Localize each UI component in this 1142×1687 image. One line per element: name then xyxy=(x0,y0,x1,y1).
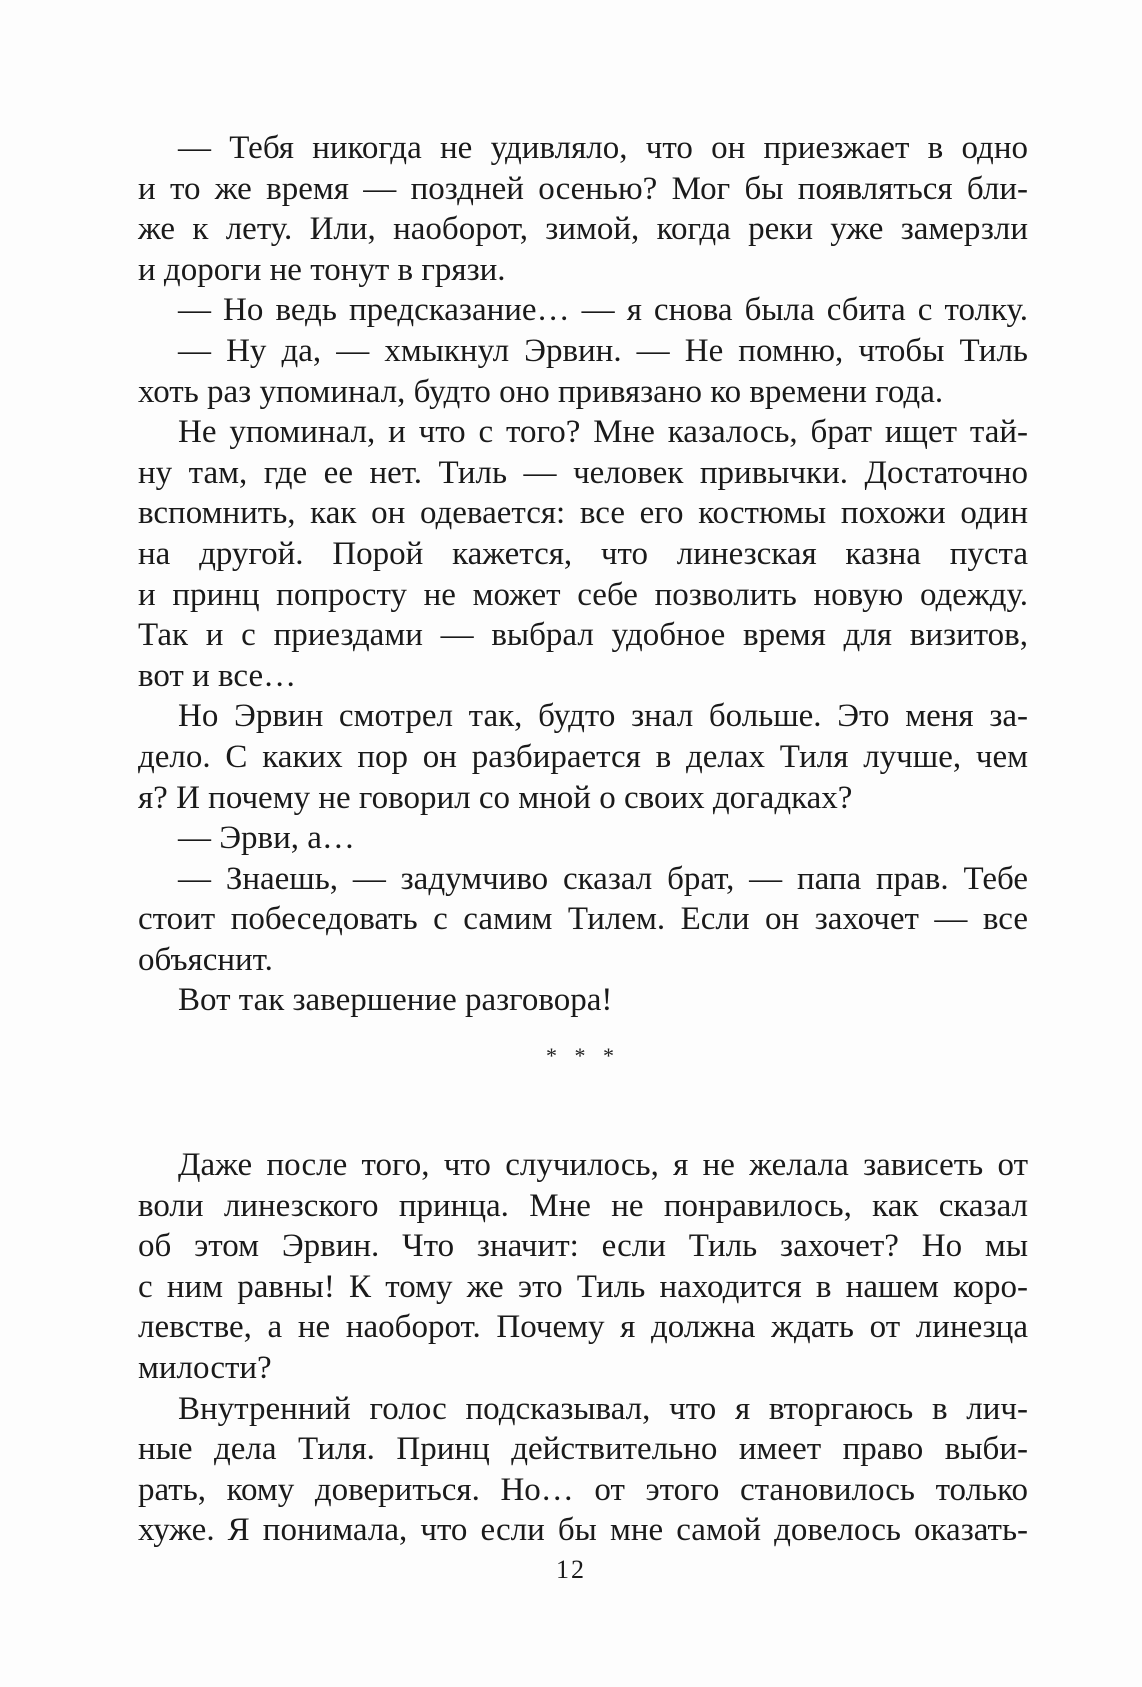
text-line: хуже. Я понимала, что если бы мне самой довелось оказать- xyxy=(138,1512,1028,1549)
text-line: стоит побеседовать с самим Тилем. Если он захочет — все xyxy=(138,901,1028,938)
section-separator: * * * xyxy=(546,1043,620,1069)
text-line: вот и все… xyxy=(138,657,297,694)
page-body-text xyxy=(138,128,1028,1551)
text-line: — Ну да, — хмыкнул Эрвин. — Не помню, чтобы Тиль xyxy=(178,332,1028,369)
text-line: — Тебя никогда не удивляло, что он приезжает в одно xyxy=(178,130,1028,166)
text-line: — Знаешь, — задумчиво сказал брат, — папа прав. Тебе xyxy=(178,860,1028,897)
text-line: на другой. Порой кажется, что линезская казна пуста xyxy=(138,535,1028,572)
text-line: с ним равны! К тому же это Тиль находится в нашем коро- xyxy=(138,1268,1028,1305)
text-line: Не упоминал, и что с того? Мне казалось, брат ищет тай- xyxy=(178,414,1028,451)
text-line: ные дела Тиля. Принц действительно имеет право выби- xyxy=(138,1431,1028,1468)
text-line: рать, кому довериться. Но… от этого становилось только xyxy=(138,1471,1028,1508)
text-line: ну там, где ее нет. Тиль — человек привычки. Достаточно xyxy=(138,454,1028,491)
text-line: Внутренний голос подсказывал, что я вторгаюсь в лич- xyxy=(178,1390,1028,1427)
text-line: дело. С каких пор он разбирается в делах Тиля лучше, чем xyxy=(138,738,1028,775)
text-line: и принц попросту не может себе позволить новую одежду. xyxy=(138,576,1028,613)
text-line: Вот так завершение разговора! xyxy=(178,982,613,1019)
text-line: я? И почему не говорил со мной о своих догадках? xyxy=(138,779,853,816)
text-line: и дороги не тонут в грязи. xyxy=(138,251,506,288)
text-line: вспомнить, как он одевается: все его костюмы похожи один xyxy=(138,495,1028,532)
text-line: Даже после того, что случилось, я не желала зависеть от xyxy=(178,1147,1028,1184)
text-line: воли линезского принца. Мне не понравилось, как сказал xyxy=(138,1187,1028,1224)
text-line: — Эрви, а… xyxy=(178,820,355,857)
text-line: же к лету. Или, наоборот, зимой, когда реки уже замерзли xyxy=(138,211,1028,248)
text-line: Но Эрвин смотрел так, будто знал больше. Это меня за- xyxy=(178,698,1028,735)
text-line: объяснит. xyxy=(138,941,273,978)
text-line: милости? xyxy=(138,1350,272,1387)
text-line: Так и с приездами — выбрал удобное время для визитов, xyxy=(138,617,1028,654)
text-line: хоть раз упоминал, будто оно привязано ко времени года. xyxy=(138,373,944,410)
text-line: и то же время — поздней осенью? Мог бы появляться бли- xyxy=(138,170,1028,207)
text-line: об этом Эрвин. Что значит: если Тиль захочет? Но мы xyxy=(138,1228,1028,1265)
text-line: — Но ведь предсказание… — я снова была сбита с толку. xyxy=(178,292,1028,329)
text-line: левстве, а не наоборот. Почему я должна ждать от линезца xyxy=(138,1309,1028,1346)
page-number: 12 xyxy=(556,1555,586,1584)
